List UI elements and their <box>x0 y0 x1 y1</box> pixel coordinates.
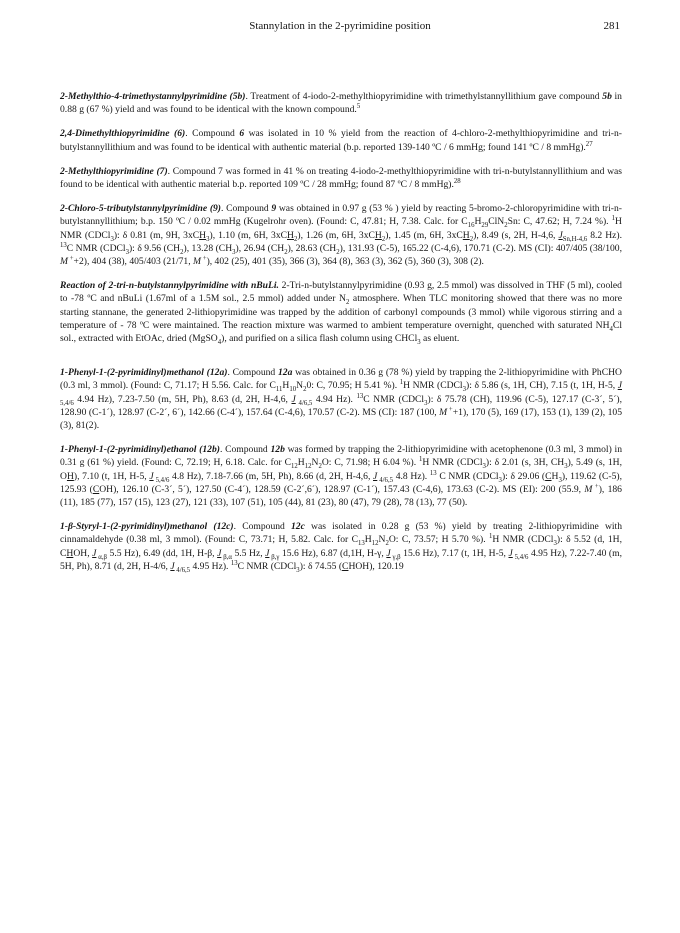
compound-title: 2-Methylthio-4-trimethystannylpyrimidine <box>60 91 227 102</box>
paragraph-compound-12c: 1-β-Styryl-1-(2-pyrimidinyl)methanol (12c). Compound 12c was isolated in 0.28 g (53 %) yield by treating 2-lithiopyrimidine with cinnamaldehyde (0.38 ml, 3 mmol). (Found: C, 73.71; H, 5.82. Calc. for $C_{13}H_{12}N_2O$: C, 73.57; H 5.70 %). $^1$H NMR (CDCl$_3$): δ 5.52 (d, 1H, CHOH, J $_{\alpha,\beta}$ 5.5 Hz), 6.49 (dd, 1H, H-β, J $_{\beta,\alpha}$ 5.5 Hz, J $_{\beta,\gamma}$ 15.6 Hz), 6.87 (d,1H, H-γ, J $_{\gamma,\beta}$ 15.6 Hz), 7.17 (t, 1H, H-5, J $_{5,4/6}$ 4.95 Hz), 7.22-7.40 (m, 5H, Ph), 8.71 (d, 2H, H-4/6, J $_{4/6,5}$ 4.95 Hz). $^{13}$C NMR (CDCl$_3$): δ 74.55 (CHOH), 120.19 <box>60 521 623 574</box>
compound-number: (12c) <box>213 521 234 533</box>
running-head <box>60 18 620 34</box>
paragraph-general-procedure: Reaction of 2-tri-n-butylstannylpyrimidine with nBuLi. 2-Tri-n-butylstannylpyrimidine (0.93 g, 2.5 mmol) was dissolved in THF (5 ml), cooled to -78 ºC and nBuLi (1.67ml of a 1.5M sol., 2.5 mmol) added under $N_2$ atmosphere. When TLC monitoring showed that there was no more starting stannane, the generated 2-lithiopyrimidine was trapped by the addition of carbonyl compounds (3 mmol) while vigorous stirring and a temperature of - 78 ºC were maintained. The reaction mixture was warmed to ambient temperature overnight, quenched with saturated $NH_4Cl$ sol., extracted with EtOAc, dried (MgSO$_4$), and purified on a silica flash column using CHCl$_3$ as eluent. <box>60 280 623 346</box>
page-number: 281 <box>603 20 620 32</box>
compound-number: (12b) <box>199 444 220 456</box>
compound-title: 2-Methylthiopyrimidine <box>60 165 154 177</box>
compound-title: 1-β-Styryl-1-(2-pyrimidinyl)methanol <box>60 521 208 533</box>
experimental-section <box>60 90 622 584</box>
compound-title: 2,4-Dimethylthiopyrimidine <box>60 128 170 140</box>
reference-superscript: 5 <box>356 103 361 111</box>
paragraph-compound-7: 2-Methylthiopyrimidine (7). Compound 7 was formed in 41 % on treating 4-iodo-2-methylthiopyrimidine with tri-n-butylstannyllithium and was found to be identical with authentic material b.p. reported 109 ºC / 28 mmHg; found 87 ºC / 8 mmHg).$^{28}$ <box>60 165 622 191</box>
reference-superscript: 27 <box>585 140 593 148</box>
compound-title: 2-Chloro-5-tributylstannylpyrimidine <box>60 203 208 215</box>
reference-superscript: 28 <box>453 177 461 185</box>
compound-number: (7) <box>156 165 168 177</box>
paragraph-compound-9: 2-Chloro-5-tributylstannylpyrimidine (9). Compound 9 was obtained in 0.97 g (53 % ) yield by reacting 5-bromo-2-chloropyrimidine with tri-n-butylstannyllithium; b.p. 150 ºC / 0.02 mmHg (Kugelrohr oven). (Found: C, 47.81; H, 7.38. Calc. for $C_{16}H_{29}ClN_2Sn$: C, 47.62; H, 7.24 %). $^1$H NMR (CDCl$_3$): δ 0.81 (m, 9H, 3xCH$_3$), 1.10 (m, 6H, 3xCH$_2$), 1.26 (m, 6H, 3xCH$_2$), 1.45 (m, 6H, 3xCH$_2$), 8.49 (s, 2H, H-4,6, $J_{Sn,H-4,6}$ 8.2 Hz). $^{13}$C NMR (CDCl$_3$): δ 9.56 $(CH_2)$, 13.28 $(CH_3)$, 26.94 $(CH_2)$, 28.63 $(CH_2)$, 131.93 (C-5), 165.22 (C-4,6), 170.71 (C-2). MS (CI): 407/405 (38/100, M ++2), 404 (38), 405/403 (21/71, M +), 402 (25), 401 (35), 366 (3), 364 (8), 363 (3), 362 (5), 360 (3), 308 (2). <box>60 203 623 268</box>
compound-title: 1-Phenyl-1-(2-pyrimidinyl)methanol <box>60 367 204 379</box>
compound-number: (5b) <box>229 91 246 102</box>
paragraph-compound-6: 2,4-Dimethylthiopyrimidine (6). Compound 6 was isolated in 10 % yield from the reaction of 4-chloro-2-methylthiopyrimidine and tri-n-butylstannyllithium and was found to be identical with authentic material (b.p. reported 139-140 ºC / 6 mmHg; found 141 ºC / 8 mmHg).$^{27}$ <box>60 128 622 153</box>
paragraph-compound-12b: 1-Phenyl-1-(2-pyrimidinyl)ethanol (12b). Compound 12b was formed by trapping the 2-lithiopyrimidine with acetophenone (0.3 ml, 3 mmol) in 0.31 g (61 %) yield. (Found: C, 72.19; H, 6.18. Calc. for $C_{12}H_{12}N_2O$: C, 71.98; H 6.04 %). $^1$H NMR (CDCl$_3$): δ 2.01 (s, 3H, $CH_3$), 5.49 (s, 1H, OH), 7.10 (t, 1H, H-5, J $_{5,4/6}$ 4.8 Hz), 7.18-7.66 (m, 5H, Ph), 8.66 (d, 2H, H-4,6, J $_{4/6,5}$ 4.8 Hz). $^{13}$ C NMR (CDCl$_3$): δ 29.06 $(CH_3)$, 119.62 (C-5), 125.93 (COH), 126.10 (C-3´, 5´), 127.50 (C-4´), 128.59 (C-2´,6´), 128.97 (C-1´), 157.43 (C-4,6), 173.63 (C-2). MS (EI): 200 (55.9, M +), 186 (11), 185 (77), 157 (15), 123 (27), 121 (33), 107 (51), 105 (44), 81 (23), 80 (47), 79 (28), 78 (13), 77 (50). <box>60 444 623 509</box>
compound-title: 1-Phenyl-1-(2-pyrimidinyl)ethanol <box>60 444 197 456</box>
paragraph-compound-12a: 1-Phenyl-1-(2-pyrimidinyl)methanol (12a). Compound 12a was obtained in 0.36 g (78 %) yield by trapping the 2-lithiopyrimidine with PhCHO (0.3 ml, 3 mmol). (Found: C, 71.17; H 5.56. Calc. for $C_{11}H_{10}N_20$: C, 70.95; H 5.41 %). $^1$H NMR (CDCl$_3$): δ 5.86 (s, 1H, CH), 7.15 (t, 1H, H-5, J $_{5,4/6}$ 4.94 Hz), 7.23-7.50 (m, 5H, Ph), 8.63 (d, 2H, H-4,6, J $_{4/6,5}$ 4.94 Hz). $^{13}$C NMR (CDCl$_3$): δ 75.78 (CH), 119.96 (C-5), 127.17 (C-3´, 5´), 128.90 (C-1´), 128.97 (C-2´, 6´), 142.66 (C-4´), 157.64 (C-4,6), 170.57 (C-2). MS (CI): 187 (100, M ++1), 170 (5), 169 (17), 153 (1), 139 (2), 105 (3), 81(2). <box>60 367 623 432</box>
paragraph-compound-5b: 2-Methylthio-4-trimethystannylpyrimidine (5b). Treatment of 4-iodo-2-methylthiopyrimidine with trimethylstannyllithium gave compound 5b in 0.88 g (67 %) yield and was found to be identical with the known compound.$^5$ <box>60 91 622 116</box>
compound-number: (12a) <box>206 367 228 379</box>
running-title: Stannylation in the 2-pyrimidine position <box>249 20 431 32</box>
compound-number: (9) <box>209 203 221 215</box>
procedure-title: Reaction of 2-tri-n-butylstannylpyrimidine with nBuLi. <box>60 280 279 292</box>
compound-number: (6) <box>174 128 186 140</box>
